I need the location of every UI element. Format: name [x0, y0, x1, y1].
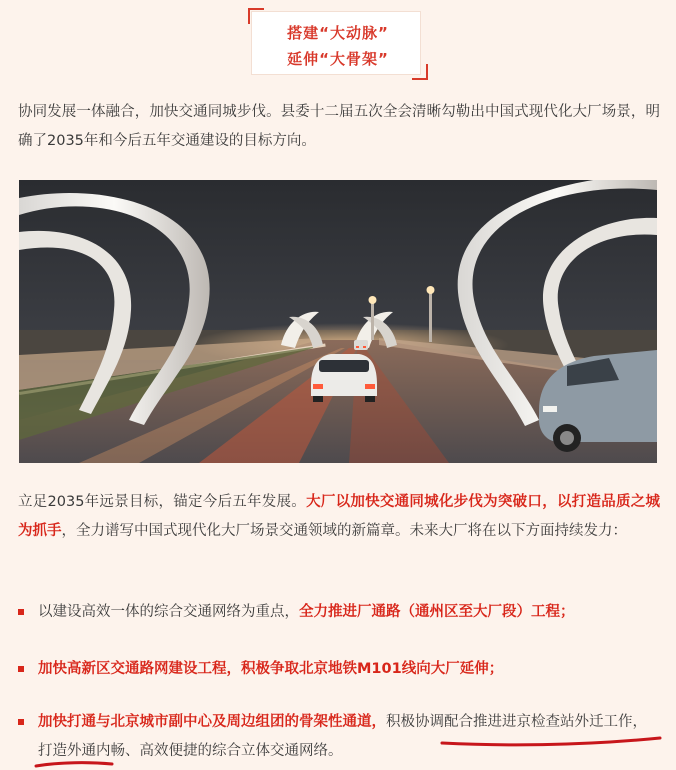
- body-text-part2: ，全力谱写中国式现代化大厂场景交通领域的新篇章。未来大厂将在以下方面持续发力：: [61, 523, 627, 539]
- body-highlight: 大厂以加快交通同城化步伐为突破口，以打造品质之城为抓手: [18, 494, 661, 539]
- intro-paragraph: 协同发展一体融合，加快交通同城步伐。县委十二届五次全会清晰勾勒出中国式现代化大厂场景，明确了2035年和今后五年交通建设的目标方向。: [18, 104, 660, 149]
- section-heading: [248, 8, 428, 80]
- bullet-text: 以建设高效一体的综合交通网络为重点，: [38, 604, 299, 620]
- heading-line-1: 搭建“大动脉”: [287, 24, 389, 42]
- bullet-icon: [18, 609, 24, 615]
- body-paragraph: [18, 488, 660, 546]
- bullet-highlight: 加快打通与北京城市副中心及周边组团的骨架性通道，: [38, 714, 386, 730]
- bridge-photo: [19, 180, 657, 463]
- bullet-icon: [18, 666, 24, 672]
- underlined-text: 积极协调配合推进进京检查站外迁工作: [386, 714, 633, 730]
- bullet-text: ，打造外通内畅、高效便捷的综合立体交通网络。: [38, 714, 647, 759]
- heading-line-2: 延伸“大骨架”: [287, 50, 389, 68]
- bullet-highlight: 全力推进厂通路（通州区至大厂段）工程；: [299, 604, 575, 620]
- body-text-part1: 立足2035年远景目标，锚定今后五年发展。: [18, 494, 307, 510]
- bridge-illustration: [19, 180, 657, 463]
- bullet-highlight: 加快高新区交通路网建设工程，积极争取北京地铁M101线向大厂延伸；: [38, 661, 504, 677]
- bullet-icon: [18, 719, 24, 725]
